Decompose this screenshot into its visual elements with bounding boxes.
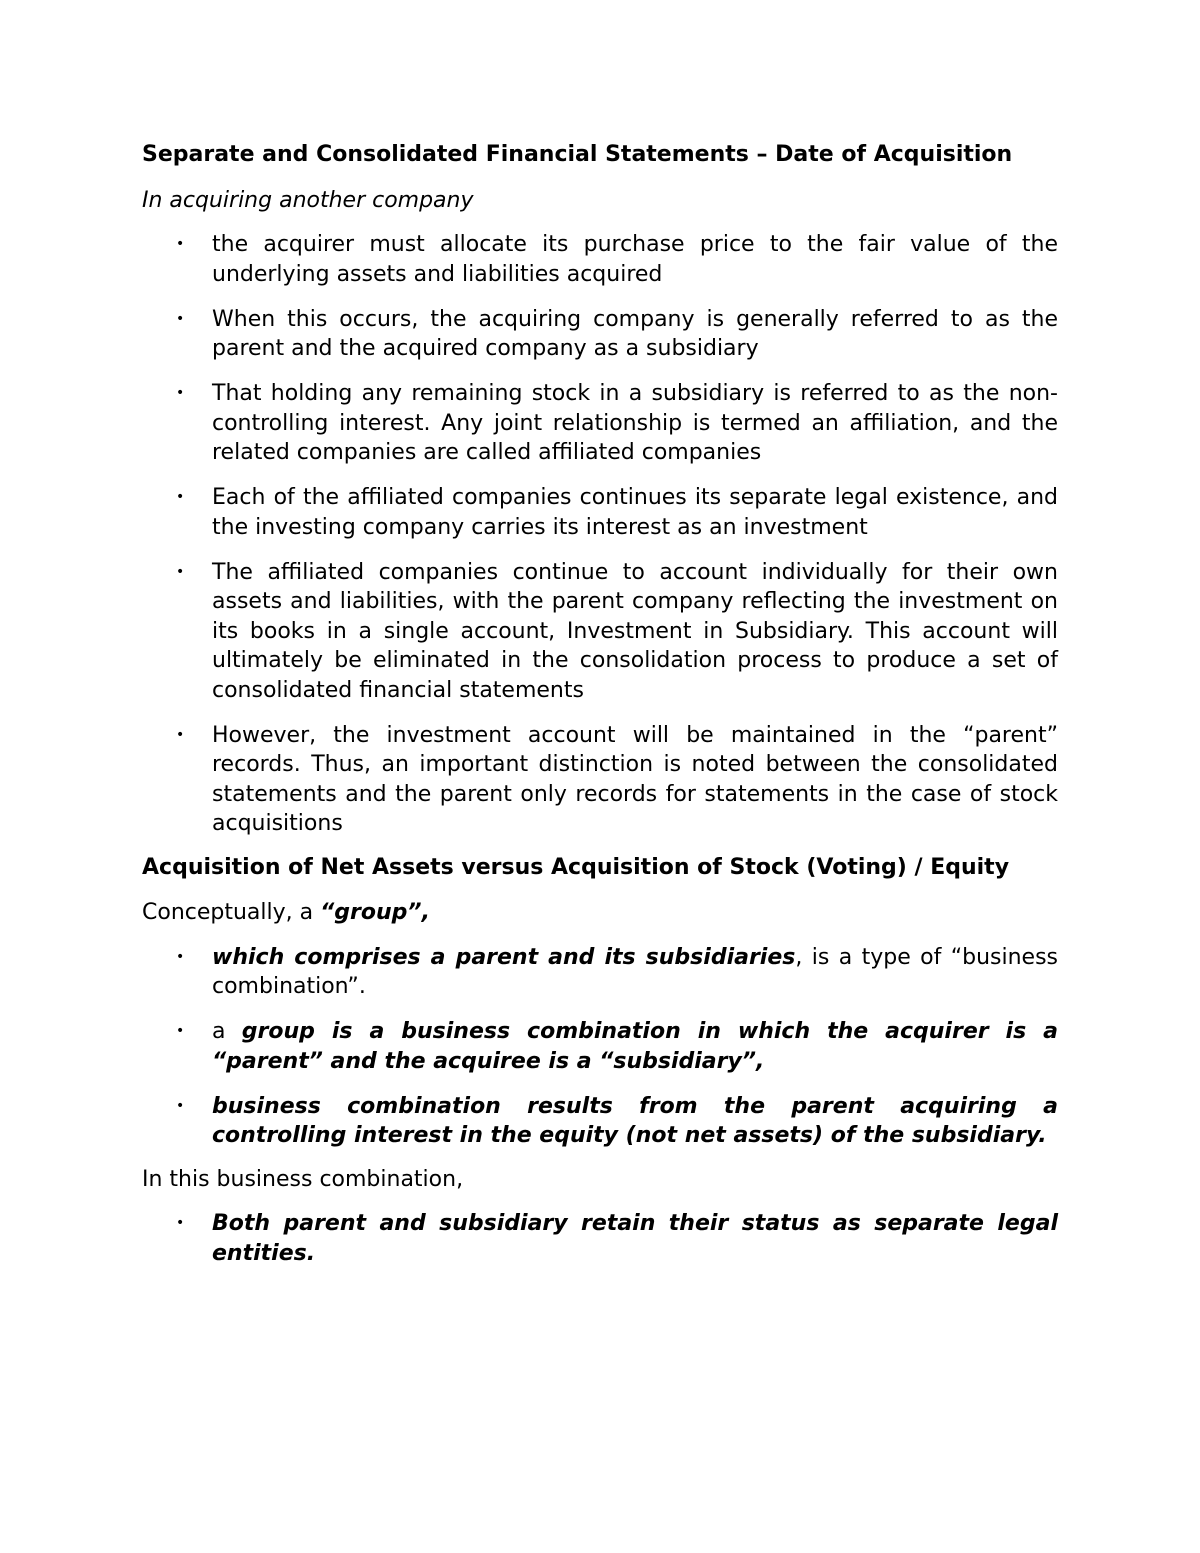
- list-item: [142, 943, 1058, 1002]
- list-item-emphasis: which comprises a parent and its subsidiaries: [212, 944, 796, 970]
- list-item-emphasis: business combination results from the parent acquiring a controlling interest in the equity (not net assets) of the subsidiary.: [212, 1093, 1058, 1148]
- list-item: [142, 721, 1058, 839]
- bullet-list: [142, 1209, 1058, 1268]
- list-item-emphasis: group is a business combination in which the acquirer is a “parent” and the acquiree is a “subsidiary”,: [212, 1019, 1058, 1074]
- bullet-icon: •: [176, 1023, 185, 1039]
- bullet-icon: •: [176, 236, 185, 252]
- bullet-icon: •: [176, 1215, 185, 1231]
- intro-text: Conceptually, a: [142, 900, 321, 925]
- list-item-text: a: [212, 1019, 242, 1044]
- bullet-icon: •: [176, 489, 185, 505]
- list-item-text: When this occurs, the acquiring company is generally referred to as the parent and the acquired company as a subsidiary: [212, 306, 1058, 361]
- list-item: [142, 230, 1058, 289]
- list-item: [142, 483, 1058, 542]
- bullet-icon: •: [176, 385, 185, 401]
- list-item: [142, 558, 1058, 706]
- section-intro: In acquiring another company: [142, 187, 474, 213]
- section-heading: Separate and Consolidated Financial Statements – Date of Acquisition: [142, 142, 1013, 167]
- intro-emphasis: “group”,: [320, 900, 430, 925]
- section-intro: [142, 898, 1058, 928]
- list-item-emphasis: Both parent and subsidiary retain their status as separate legal entities.: [212, 1211, 1058, 1266]
- list-item-text: the acquirer must allocate its purchase price to the fair value of the underlying assets and liabilities acquired: [212, 232, 1058, 287]
- list-item-text: Each of the affiliated companies continues its separate legal existence, and the investing company carries its interest as an investment: [212, 485, 1058, 540]
- list-item: [142, 1209, 1058, 1268]
- list-item: [142, 305, 1058, 364]
- section-heading: Acquisition of Net Assets versus Acquisition of Stock (Voting) / Equity: [142, 854, 1010, 880]
- list-item: [142, 1092, 1058, 1151]
- list-item: [142, 379, 1058, 468]
- bullet-icon: •: [176, 563, 185, 580]
- bullet-icon: •: [176, 1097, 185, 1114]
- bullet-icon: •: [176, 310, 185, 327]
- bullet-list: [142, 230, 1058, 839]
- list-item-text: That holding any remaining stock in a subsidiary is referred to as the non-controlling interest. Any joint relationship is termed an affiliation, and the related companies are called affiliated companies: [212, 381, 1058, 465]
- document-page: [142, 140, 1058, 1284]
- bullet-list: [142, 943, 1058, 1151]
- list-item: [142, 1017, 1058, 1076]
- section-intro: In this business combination,: [142, 1166, 464, 1192]
- list-item-text: The affiliated companies continue to account individually for their own assets and liabilities, with the parent company reflecting the investment on its books in a single account, Investment in Subsidiary. This account will ultimately be eliminated in the consolidation process to produce a set of consolidated financial statements: [212, 559, 1058, 703]
- bullet-icon: •: [176, 726, 185, 743]
- list-item-text: , is a type of “business combination”.: [212, 944, 1058, 999]
- list-item-text: However, the investment account will be maintained in the “parent” records. Thus, an important distinction is noted between the consolidated statements and the parent only records for statements in the case of stock acquisitions: [212, 722, 1058, 836]
- bullet-icon: •: [176, 948, 185, 965]
